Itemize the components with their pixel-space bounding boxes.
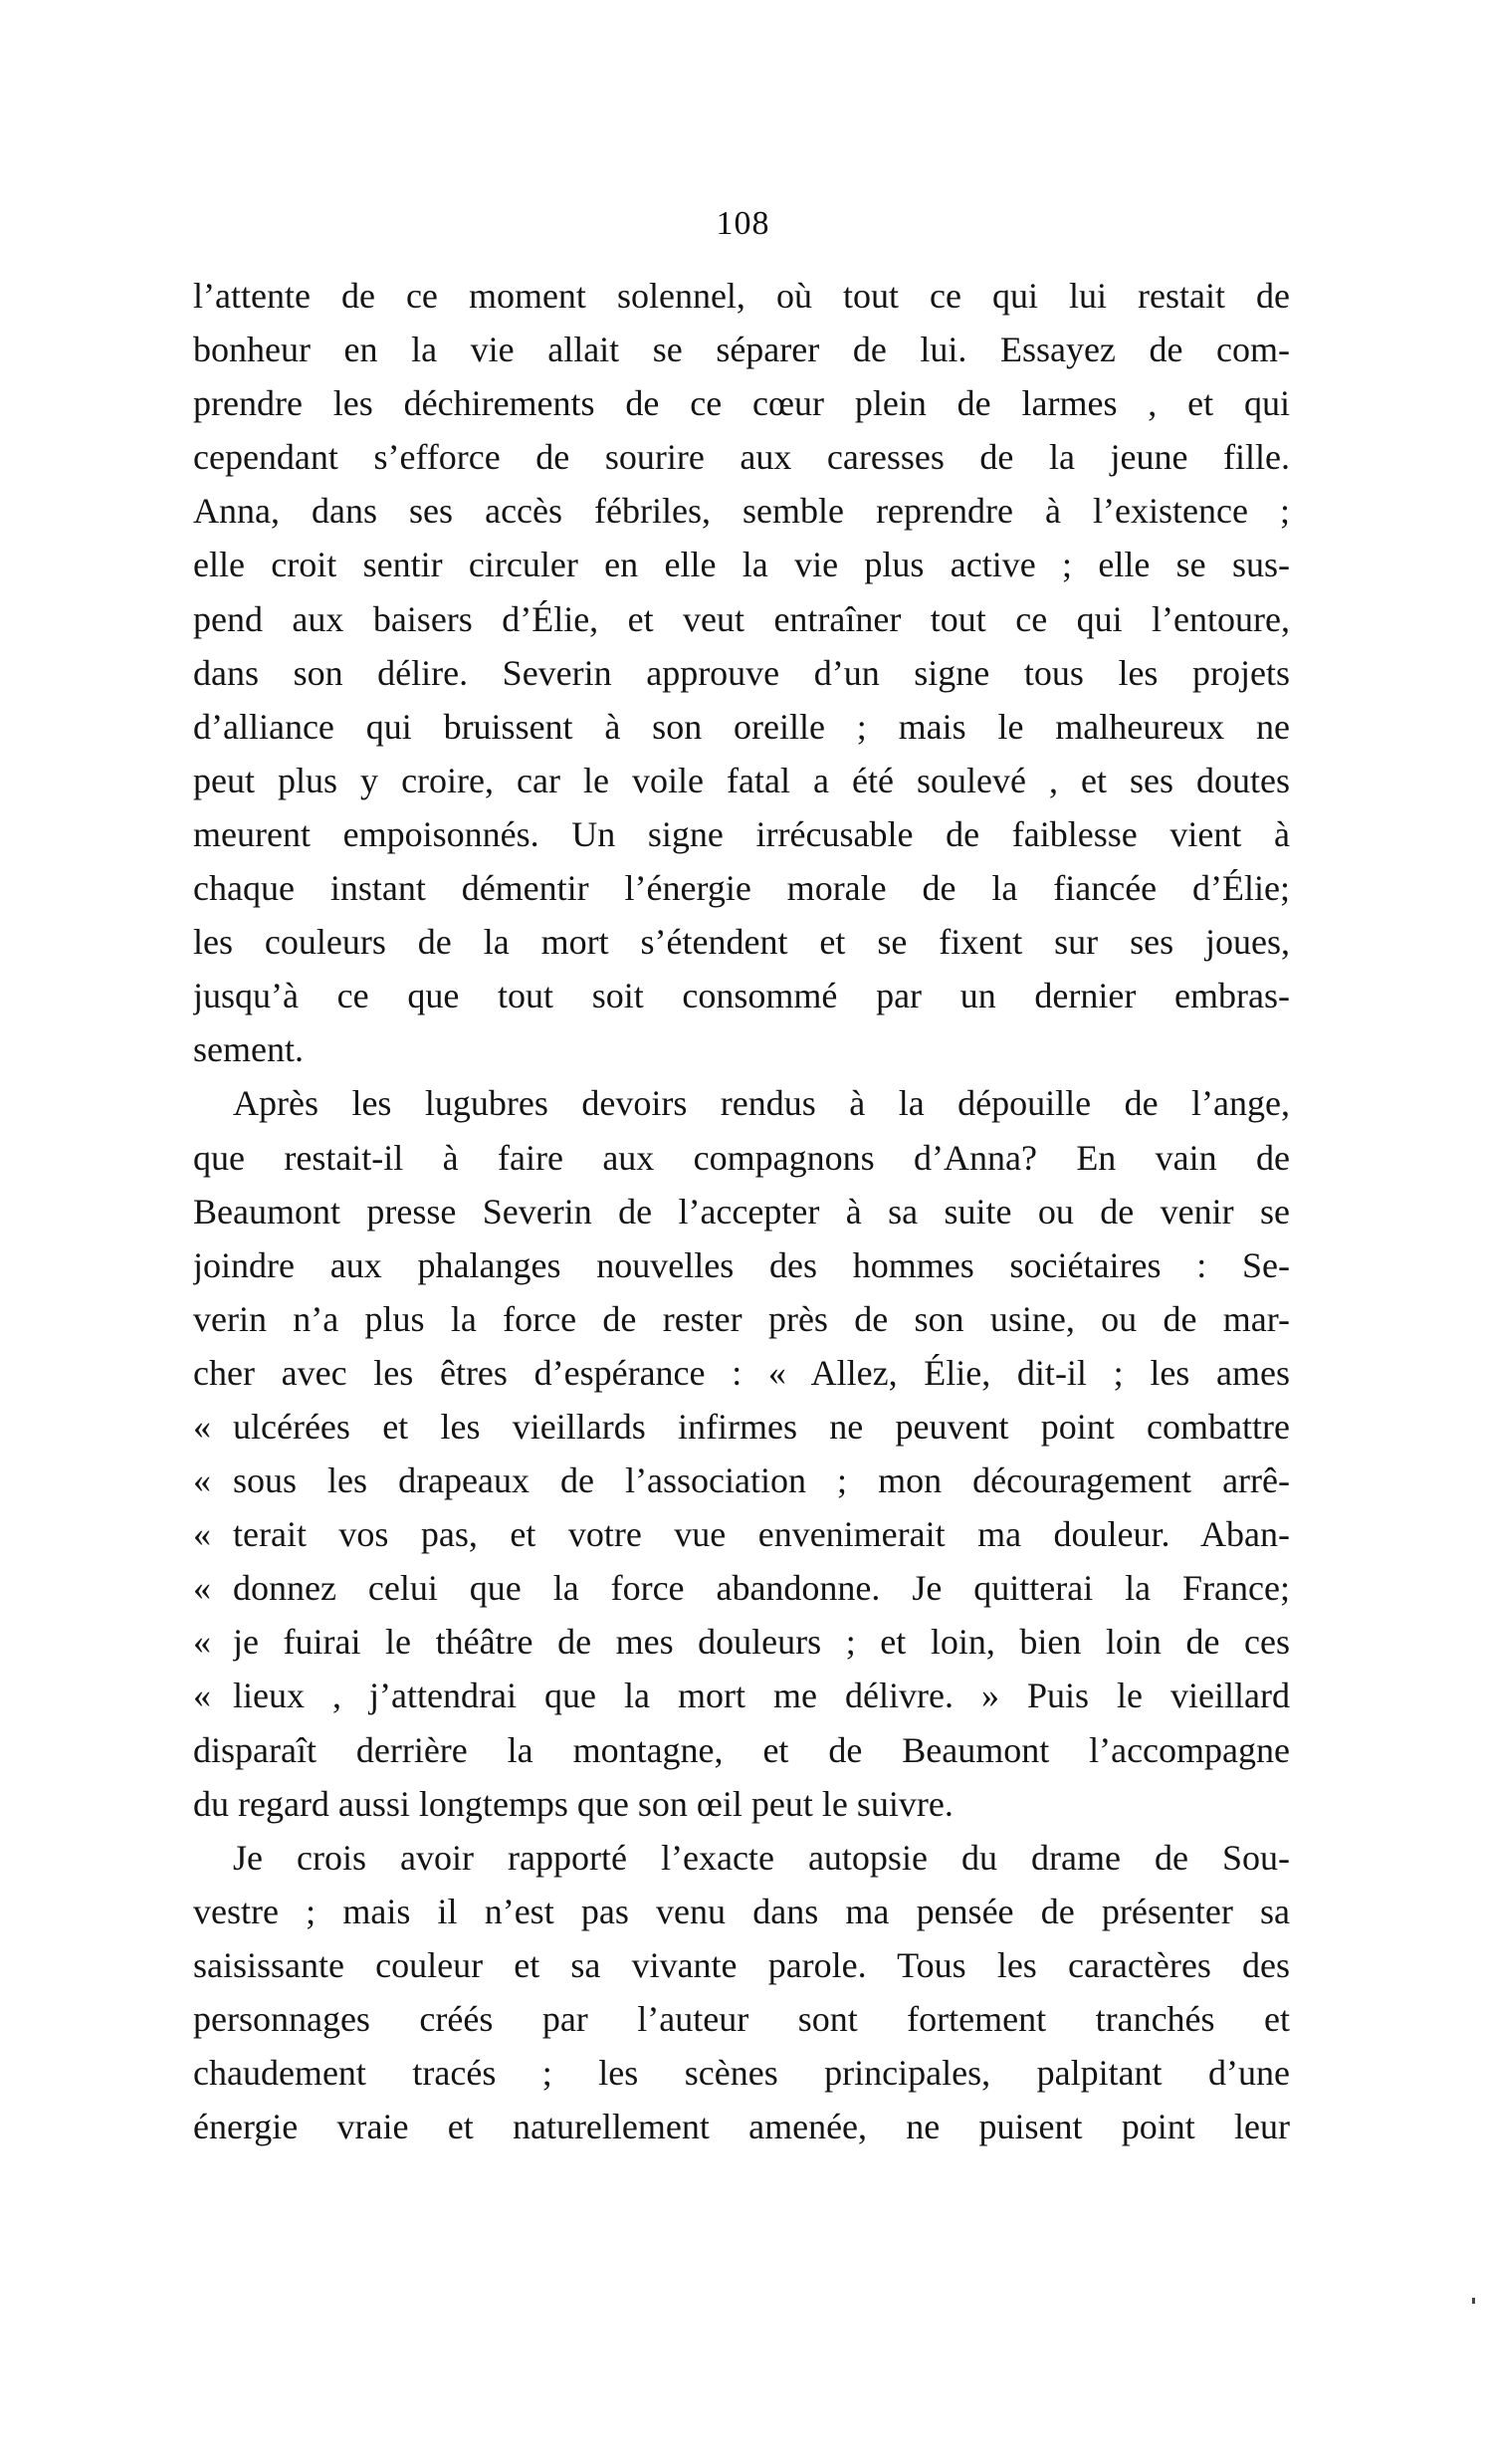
line-text: disparaît derrière la montagne, et de Beaumont l’accompagne	[193, 1729, 1290, 1770]
text-line	[193, 915, 1290, 969]
line-text: Je crois avoir rapporté l’exacte autopsie du drame de Sou-	[233, 1837, 1290, 1878]
line-text: bonheur en la vie allait se séparer de lui. Essayez de com-	[193, 330, 1290, 370]
line-text: vestre ; mais il n’est pas venu dans ma pensée de présenter sa	[193, 1891, 1290, 1931]
line-text: sement.	[193, 1029, 304, 1070]
line-text: d’alliance qui bruissent à son oreille ; mais le malheureux ne	[193, 706, 1290, 747]
line-text: peut plus y croire, car le voile fatal a été soulevé , et ses doutes	[193, 760, 1290, 800]
quote-mark: «	[193, 1622, 211, 1663]
line-text: prendre les déchirements de ce cœur plein de larmes , et qui	[193, 383, 1290, 424]
text-line	[193, 700, 1290, 754]
line-text: jusqu’à ce que tout soit consommé par un dernier embras-	[193, 976, 1290, 1016]
line-text: saisissante couleur et sa vivante parole. Tous les caractères des	[193, 1944, 1290, 1985]
quote-mark: «	[193, 1406, 211, 1447]
line-text: chaudement tracés ; les scènes principales, palpitant d’une	[193, 2053, 1290, 2094]
text-line	[193, 269, 1290, 323]
text-line	[193, 1454, 1290, 1507]
line-text: verin n’a plus la force de rester près de son usine, ou de mar-	[193, 1298, 1290, 1339]
text-line	[193, 1615, 1290, 1669]
line-text: donnez celui que la force abandonne. Je quitterai la France;	[233, 1568, 1290, 1609]
line-text: les couleurs de la mort s’étendent et se fixent sur ses joues,	[193, 922, 1290, 963]
quote-mark: «	[193, 1460, 211, 1501]
text-line	[193, 1185, 1290, 1238]
text-line	[193, 807, 1290, 861]
line-text: Après les lugubres devoirs rendus à la dépouille de l’ange,	[233, 1083, 1290, 1124]
line-text: sous les drapeaux de l’association ; mon découragement arrê-	[233, 1460, 1290, 1501]
line-text: lieux , j’attendrai que la mort me délivre. » Puis le vieillard	[233, 1676, 1290, 1716]
line-text: terait vos pas, et votre vue envenimerait ma douleur. Aban-	[233, 1514, 1290, 1555]
line-text: Anna, dans ses accès fébriles, semble reprendre à l’existence ;	[193, 491, 1290, 532]
text-line	[193, 1507, 1290, 1561]
text-line	[193, 592, 1290, 646]
text-line	[193, 1885, 1290, 1938]
text-line	[193, 1022, 1290, 1076]
line-text: ulcérées et les vieillards infirmes ne peuvent point combattre	[233, 1406, 1290, 1447]
line-text: pend aux baisers d’Élie, et veut entraîner tout ce qui l’entoure,	[193, 598, 1290, 639]
text-line	[193, 2100, 1290, 2153]
line-text: joindre aux phalanges nouvelles des hommes sociétaires : Se-	[193, 1244, 1290, 1285]
text-line	[193, 1131, 1290, 1185]
quote-mark: «	[193, 1676, 211, 1716]
line-text: du regard aussi longtemps que son œil peut le suivre.	[193, 1783, 954, 1824]
text-line	[193, 484, 1290, 538]
text-line	[193, 1292, 1290, 1346]
text-line	[193, 1938, 1290, 1992]
line-text: elle croit sentir circuler en elle la vie plus active ; elle se sus-	[193, 545, 1290, 585]
page-number: 108	[716, 205, 770, 242]
text-line	[193, 376, 1290, 430]
text-line	[193, 1238, 1290, 1292]
scan-speck	[1472, 2298, 1475, 2304]
text-line	[193, 1076, 1290, 1130]
line-text: que restait-il à faire aux compagnons d’Anna? En vain de	[193, 1137, 1290, 1178]
text-line	[193, 1723, 1290, 1777]
line-text: meurent empoisonnés. Un signe irrécusable de faiblesse vient à	[193, 813, 1290, 854]
text-line	[193, 538, 1290, 591]
line-text: chaque instant démentir l’énergie morale de la fiancée d’Élie;	[193, 868, 1290, 909]
text-line	[193, 1400, 1290, 1454]
text-line	[193, 323, 1290, 376]
body-text	[193, 269, 1290, 2153]
text-line	[193, 1561, 1290, 1615]
line-text: personnages créés par l’auteur sont fortement tranchés et	[193, 1999, 1290, 2039]
text-line	[193, 861, 1290, 915]
line-text: cependant s’efforce de sourire aux caresses de la jeune fille.	[193, 437, 1290, 478]
text-line	[193, 1669, 1290, 1722]
text-line	[193, 1346, 1290, 1400]
text-line	[193, 430, 1290, 484]
line-text: l’attente de ce moment solennel, où tout ce qui lui restait de	[193, 276, 1290, 316]
text-line	[193, 1777, 1290, 1831]
line-text: Beaumont presse Severin de l’accepter à sa suite ou de venir se	[193, 1191, 1290, 1232]
text-line	[193, 754, 1290, 807]
text-line	[193, 1831, 1290, 1885]
text-line	[193, 969, 1290, 1022]
text-line	[193, 1992, 1290, 2046]
text-line	[193, 2046, 1290, 2100]
text-line	[193, 646, 1290, 700]
line-text: cher avec les êtres d’espérance : « Allez, Élie, dit-il ; les ames	[193, 1352, 1290, 1393]
line-text: je fuirai le théâtre de mes douleurs ; et loin, bien loin de ces	[233, 1622, 1290, 1663]
line-text: énergie vraie et naturellement amenée, ne puisent point leur	[193, 2107, 1290, 2147]
quote-mark: «	[193, 1514, 211, 1555]
quote-mark: «	[193, 1568, 211, 1609]
line-text: dans son délire. Severin approuve d’un signe tous les projets	[193, 652, 1290, 693]
